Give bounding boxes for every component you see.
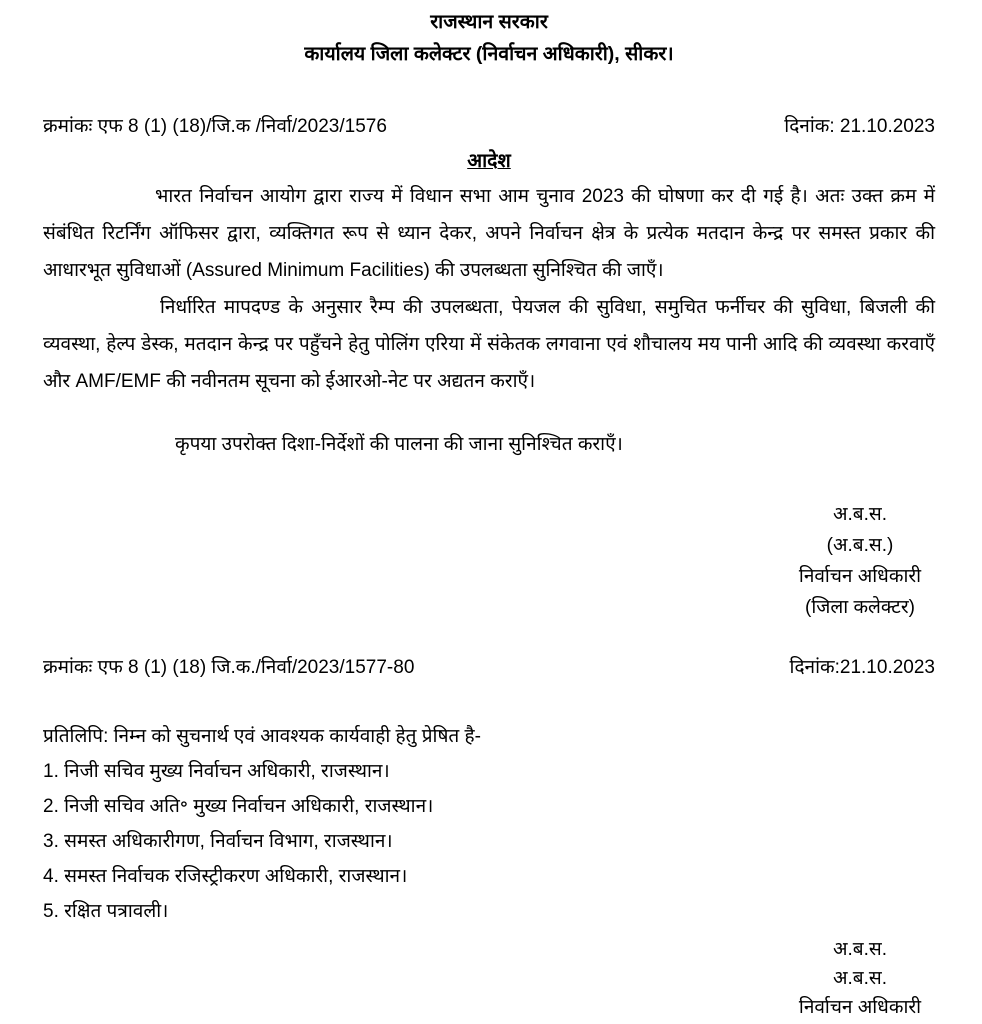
signature-block-top (43, 499, 935, 623)
signature-designation-paren: (जिला कलेक्टर) (805, 597, 915, 618)
signature-name-paren: (अ.ब.स.) (826, 535, 894, 556)
signature-designation-2: निर्वाचन अधिकारी (798, 997, 922, 1018)
copy-intro: प्रतिलिपि: निम्न को सुचनार्थ एवं आवश्यक कार्यवाही हेतु प्रेषित है- (43, 726, 481, 747)
paragraph-compliance: कृपया उपरोक्त दिशा-निर्देशों की पालना की जाना सुनिश्चित कराएँ। (175, 434, 623, 455)
document-header (43, 6, 935, 70)
copy-item-3: 3. समस्त अधिकारीगण, निर्वाचन विभाग, राजस्थान। (43, 831, 393, 852)
copy-item-4: 4. समस्त निर्वाचक रजिस्ट्रीकरण अधिकारी, राजस्थान। (43, 866, 408, 887)
paragraph-announcement: भारत निर्वाचन आयोग द्वारा राज्य में विधान सभा आम चुनाव 2023 की घोषणा कर दी गई है। अतः उक्त क्रम में संबंधित रिटर्निंग ऑफिसर द्वारा, व्यक्तिगत रूप से ध्यान देकर, अपने निर्वाचन क्षेत्र के प्रत्येक मतदान केन्द्र पर समस्त प्रकार की आधारभूत सुविधाओं (Assured Minimum Facilities) की उपलब्धता सुनिश्चित की जाएँ। (43, 186, 935, 281)
reference-line-1 (43, 116, 935, 138)
copy-item-2: 2. निजी सचिव अति॰ मुख्य निर्वाचन अधिकारी, राजस्थान। (43, 796, 434, 817)
order-heading: आदेश (467, 150, 511, 172)
copy-item-1: 1. निजी सचिव मुख्य निर्वाचन अधिकारी, राजस्थान। (43, 761, 390, 782)
government-title: राजस्थान सरकार (430, 11, 548, 33)
copy-distribution-section (43, 719, 935, 929)
signature-block-bottom (43, 935, 935, 1022)
paragraph-facilities: निर्धारित मापदण्ड के अनुसार रैम्प की उपलब्धता, पेयजल की सुविधा, समुचित फर्नीचर की सुविधा, बिजली की व्यवस्था, हेल्प डेस्क, मतदान केन्द्र पर पहुँचने हेतु पोलिंग एरिया में संकेतक लगवाना एवं शौचालय मय पानी आदि की व्यवस्था करवाएँ और AMF/EMF की नवीनतम सूचना को ईआरओ-नेट पर अद्यतन कराएँ। (43, 297, 935, 392)
signature-name-3: अ.ब.स. (832, 968, 888, 989)
copy-item-5: 5. रक्षित पत्रावली। (43, 901, 169, 922)
reference-date-1: दिनांक: 21.10.2023 (784, 116, 935, 137)
signature-name: अ.ब.स. (832, 504, 888, 525)
reference-line-2 (43, 657, 935, 679)
reference-number-1: क्रमांकः एफ 8 (1) (18)/जि.क /निर्वा/2023/1576 (43, 116, 387, 137)
signature-designation: निर्वाचन अधिकारी (798, 566, 922, 587)
signature-name-2: अ.ब.स. (832, 939, 888, 960)
reference-number-2: क्रमांकः एफ 8 (1) (18) जि.क./निर्वा/2023/1577-80 (43, 657, 415, 678)
reference-date-2: दिनांक:21.10.2023 (789, 657, 935, 678)
office-title: कार्यालय जिला कलेक्टर (निर्वाचन अधिकारी), सीकर। (304, 43, 674, 65)
